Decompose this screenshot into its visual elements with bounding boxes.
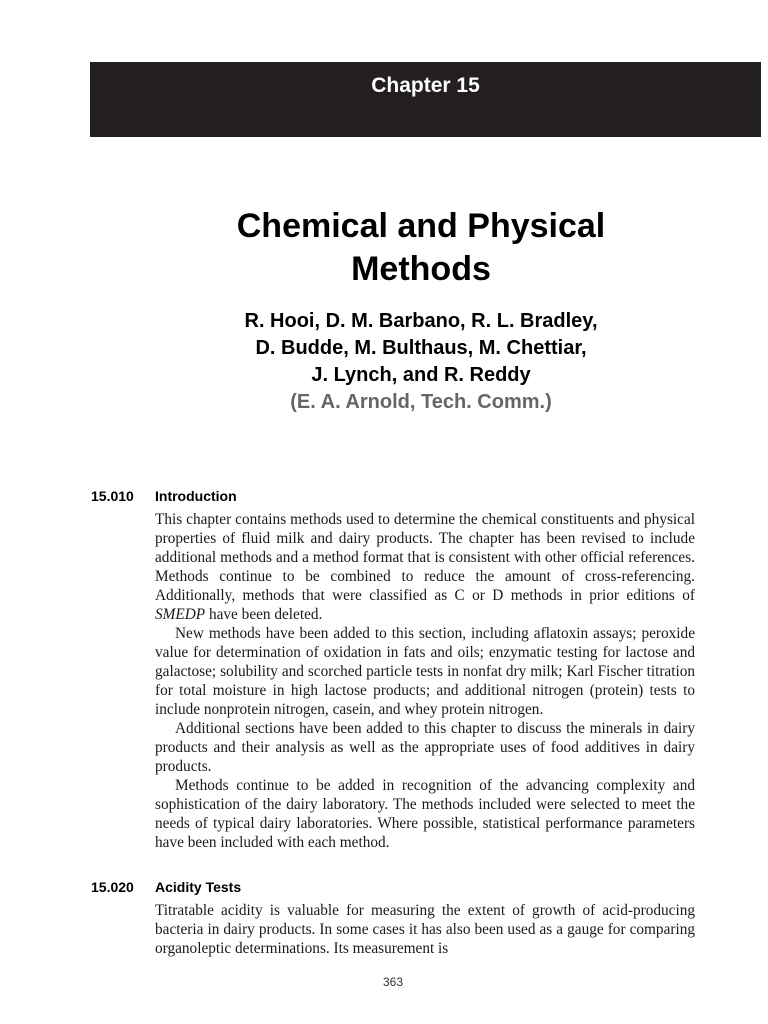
authors-line-2: D. Budde, M. Bulthaus, M. Chettiar,	[255, 337, 587, 359]
chapter-title	[150, 205, 692, 291]
section-title: Introduction	[155, 488, 237, 504]
authors-line-1: R. Hooi, D. M. Barbano, R. L. Bradley,	[244, 310, 598, 332]
authors-line-3: J. Lynch, and R. Reddy	[311, 364, 531, 386]
page-number: 363	[382, 975, 404, 989]
publication-title: SMEDP	[155, 606, 206, 623]
paragraph: Titratable acidity is valuable for measuring the extent of growth of acid-producing bacteria in dairy products. In some cases it has also been used as a gauge for comparing organoleptic determinations. Its measurement is	[155, 902, 695, 957]
chapter-title-line-2: Methods	[351, 250, 491, 288]
section-heading-introduction	[91, 488, 237, 504]
paragraph: This chapter contains methods used to determine the chemical constituents and physical properties of fluid milk and dairy products. The chapter has been revised to include additional methods and a method format that is consistent with other official references. Methods continue to be combined to reduce the amount of cross-referencing. Additionally, methods that were classified as C or D methods in prior editions of SMEDP have been deleted.	[155, 511, 695, 623]
section-number: 15.020	[91, 879, 134, 895]
paragraph: New methods have been added to this section, including aflatoxin assays; peroxide value for determination of oxidation in fats and oils; enzymatic testing for lactose and galactose; solubility and scorched particle tests in nonfat dry milk; Karl Fischer titration for total moisture in high lactose products; and additional nitrogen (protein) tests to include nonprotein nitrogen, casein, and whey protein nitrogen.	[155, 625, 695, 718]
acidity-tests-body	[155, 901, 695, 958]
chapter-title-line-1: Chemical and Physical	[236, 207, 606, 245]
chapter-label: Chapter 15	[371, 74, 480, 97]
author-list	[150, 308, 692, 416]
paragraph: Additional sections have been added to this chapter to discuss the minerals in dairy products and their analysis as well as the appropriate uses of food additives in dairy products.	[155, 720, 695, 775]
section-heading-acidity-tests	[91, 879, 241, 895]
technical-committee: (E. A. Arnold, Tech. Comm.)	[290, 391, 552, 413]
section-title: Acidity Tests	[155, 879, 242, 895]
section-number: 15.010	[91, 488, 134, 504]
introduction-body	[155, 510, 695, 852]
chapter-banner	[90, 62, 761, 137]
paragraph: Methods continue to be added in recognition of the advancing complexity and sophistication of the dairy laboratory. The methods included were selected to meet the needs of typical dairy laboratories. Where possible, statistical performance parameters have been included with each method.	[155, 777, 695, 851]
